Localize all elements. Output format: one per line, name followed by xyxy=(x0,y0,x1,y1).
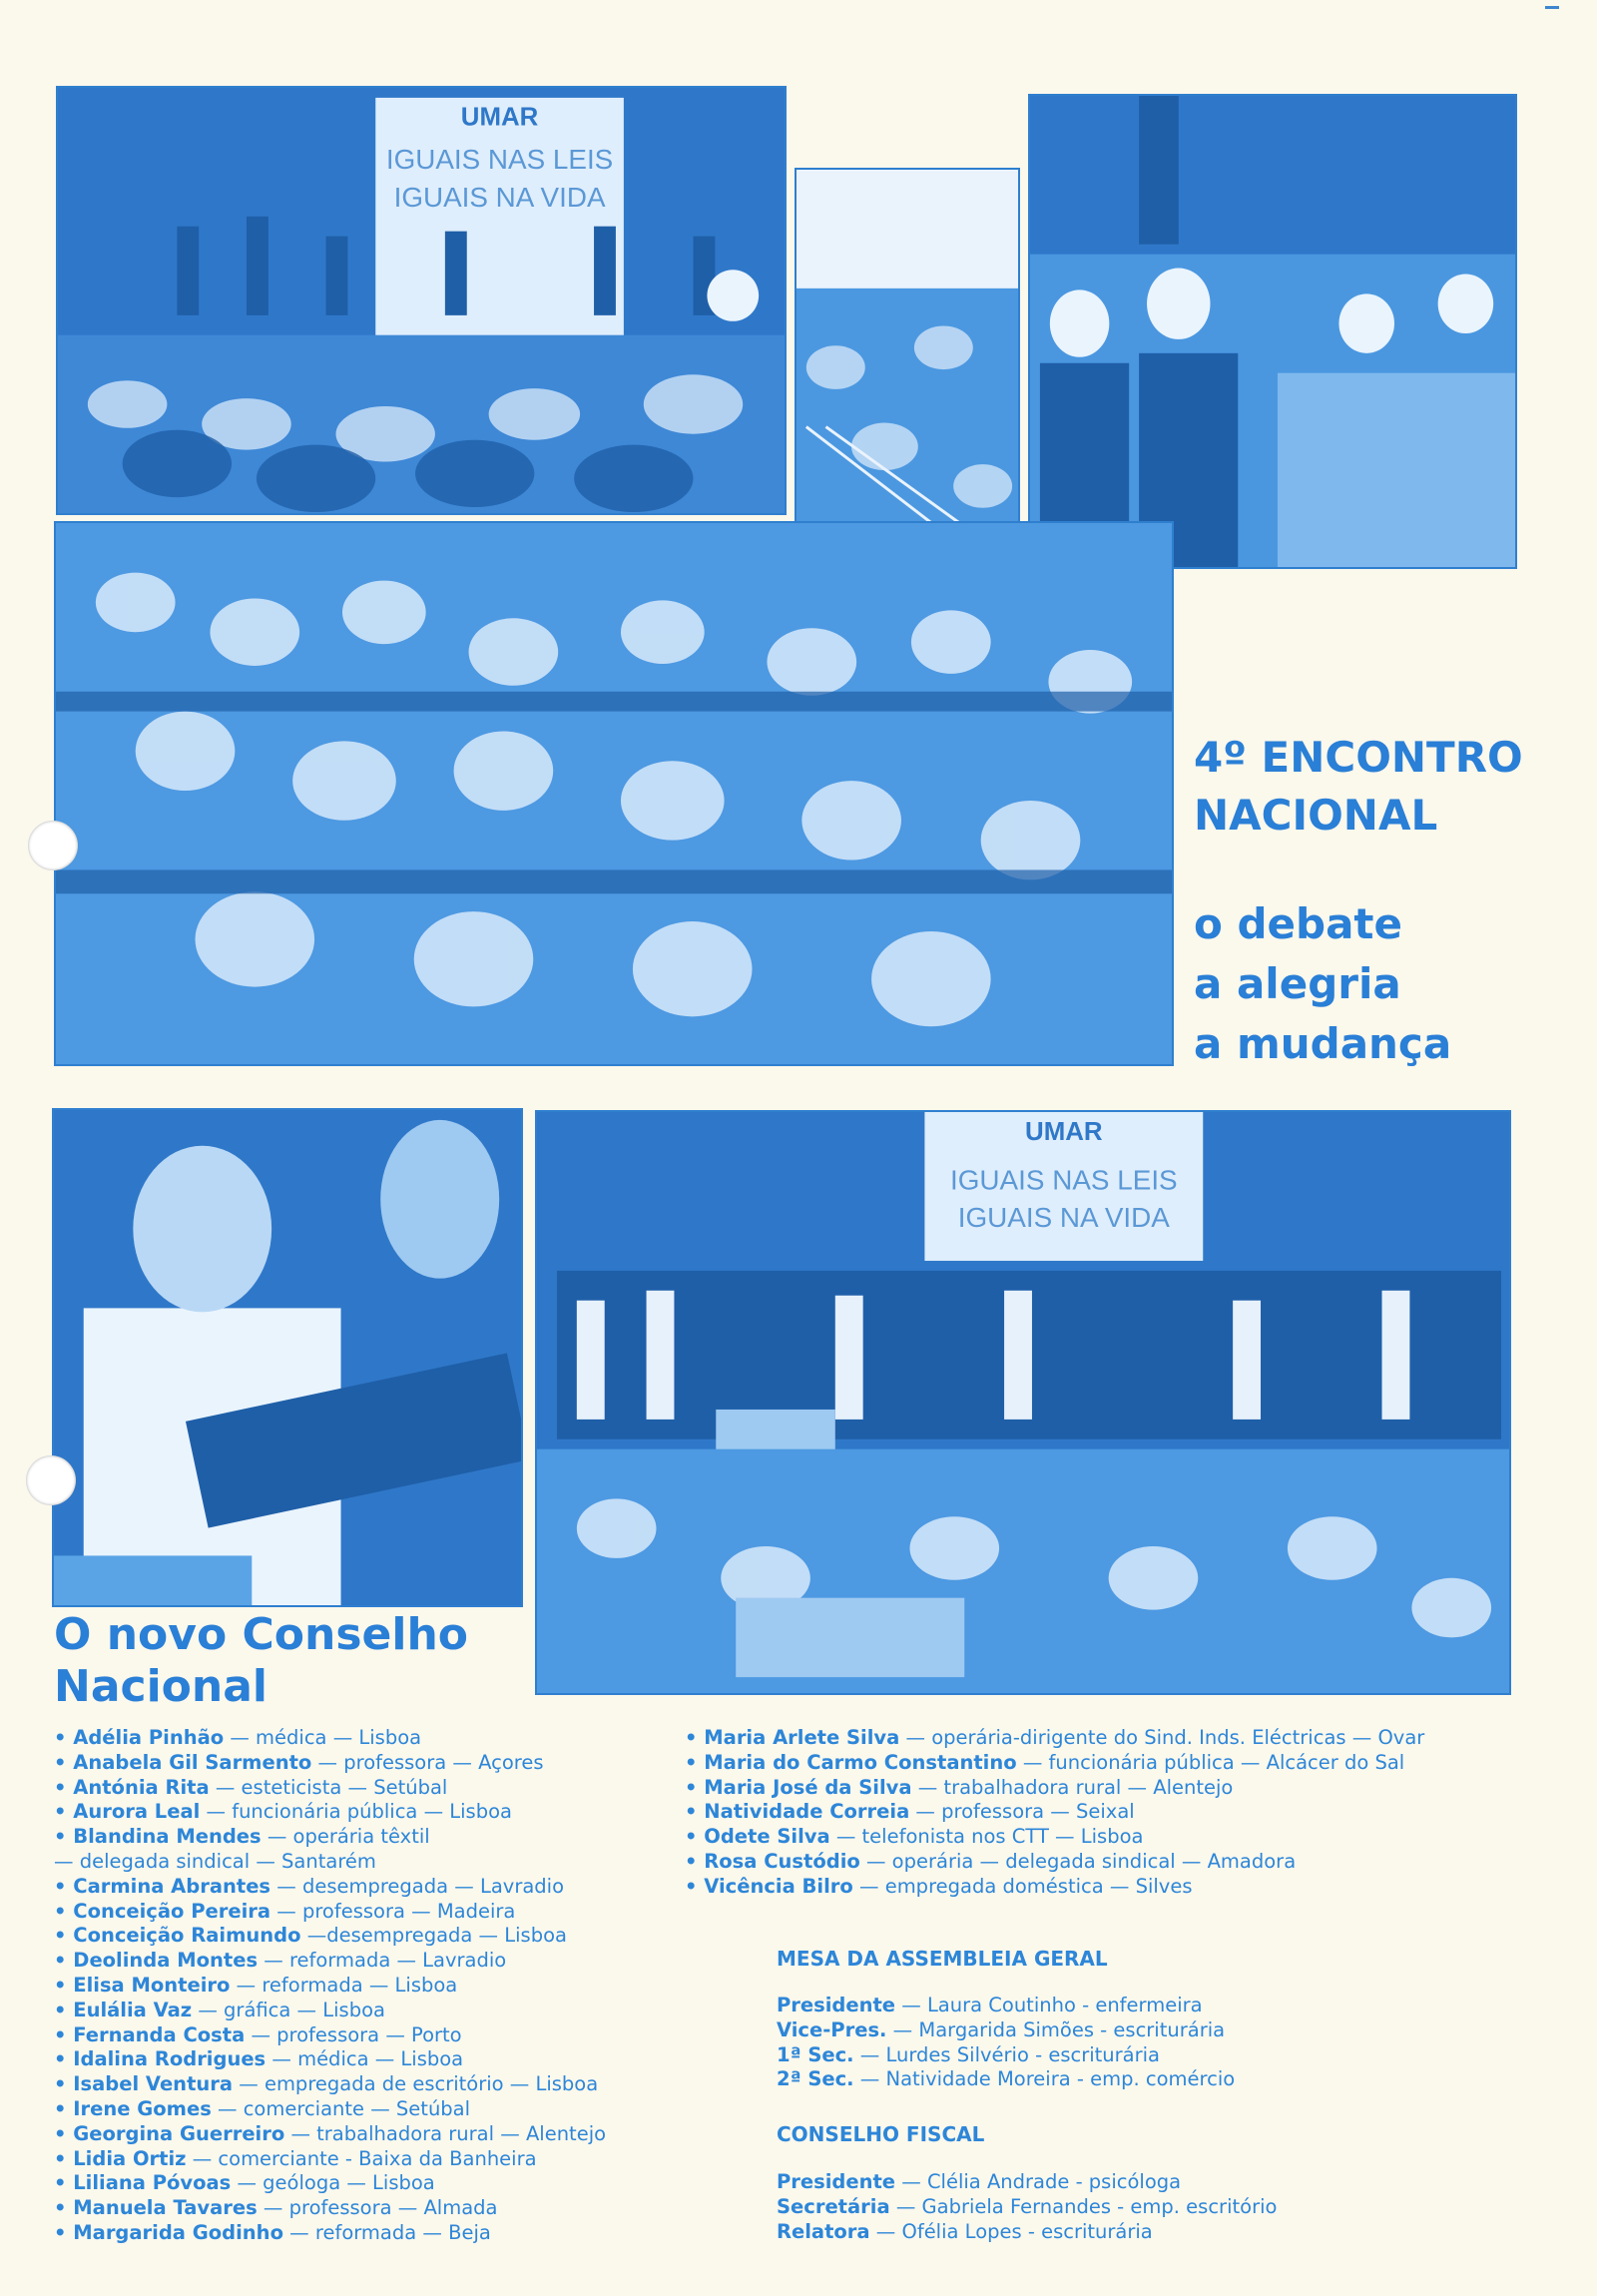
council-member-details: — trabalhadora rural — Alentejo xyxy=(284,2121,607,2145)
council-member-name: • Odete Silva xyxy=(685,1825,830,1849)
photo-council-stage xyxy=(535,1110,1511,1695)
assembly-member-row xyxy=(777,2018,1235,2043)
assembly-member-name: 2ª Sec. xyxy=(777,2067,854,2091)
council-title xyxy=(54,1609,468,1713)
title-line-2: NACIONAL xyxy=(1194,791,1438,840)
council-member-details: — operária — delegada sindical — Amadora xyxy=(859,1849,1297,1873)
fiscal-member-name: Relatora xyxy=(777,2219,870,2243)
assembly-member-details: — Margarida Simões - escriturária xyxy=(886,2017,1226,2041)
corner-mark xyxy=(1545,6,1559,9)
assembly-member-row xyxy=(777,2043,1235,2068)
council-member-name: • Margarida Godinho xyxy=(54,2220,283,2244)
council-member-row xyxy=(54,1726,606,1751)
council-member-row xyxy=(54,1974,606,1999)
council-member-details: — professora — Madeira xyxy=(270,1899,516,1923)
council-member-details: — reformada — Beja xyxy=(282,2220,491,2244)
assembly-member-name: Presidente xyxy=(777,1994,896,2016)
fiscal-member-details: — Ofélia Lopes - escriturária xyxy=(869,2219,1153,2243)
council-member-details: — empregada doméstica — Silves xyxy=(852,1874,1193,1898)
council-member-name: • Lidia Ortiz xyxy=(54,2146,187,2170)
council-member-row xyxy=(54,2097,606,2122)
council-member-name: • Conceição Raimundo xyxy=(54,1924,301,1948)
council-list-left xyxy=(54,1726,606,2246)
council-member-name: • Deolinda Montes xyxy=(54,1949,259,1973)
council-member-name: • Maria do Carmo Constantino xyxy=(685,1750,1017,1774)
council-member-name: • Maria José da Silva xyxy=(685,1775,912,1799)
council-member-name: • Maria Arlete Silva xyxy=(685,1726,900,1749)
council-member-row xyxy=(54,2221,606,2246)
council-member-details: —desempregada — Lisboa xyxy=(300,1924,567,1948)
council-member-row xyxy=(54,1875,606,1900)
council-member-details: — gráfica — Lisboa xyxy=(192,1998,385,2021)
tagline-line-2: a alegria xyxy=(1194,959,1401,1008)
council-member-row xyxy=(54,2047,606,2072)
council-member-name: • Natividade Correia xyxy=(685,1800,910,1824)
banner-line2-text-2: IGUAIS NA VIDA xyxy=(957,1202,1170,1234)
assembly-member-row xyxy=(777,2067,1235,2092)
council-title-line-1: O novo Conselho xyxy=(54,1609,469,1660)
council-member-row xyxy=(54,2122,606,2147)
council-member-row xyxy=(685,1776,1424,1801)
fiscal-member-details: — Gabriela Fernandes - emp. escritório xyxy=(889,2194,1278,2218)
banner-line1-text-2: IGUAIS NAS LEIS xyxy=(950,1164,1178,1196)
assembly-member-row xyxy=(777,1994,1235,2018)
banner-org-text: UMAR xyxy=(460,103,539,132)
council-member-details: — desempregada — Lavradio xyxy=(270,1874,565,1898)
council-member-row xyxy=(685,1726,1424,1751)
council-title-line-2: Nacional xyxy=(54,1661,268,1712)
council-member-row xyxy=(54,2147,606,2172)
council-member-name: • Rosa Custódio xyxy=(685,1849,860,1873)
council-member-row xyxy=(685,1751,1424,1776)
photo-audience xyxy=(54,521,1174,1066)
assembly-member-details: — Laura Coutinho - enfermeira xyxy=(895,1994,1203,2016)
council-member-details: — professora — Seixal xyxy=(909,1800,1135,1824)
page-title xyxy=(1194,729,1523,845)
council-member-details: — médica — Lisboa xyxy=(224,1726,422,1749)
council-member-row xyxy=(54,1999,606,2023)
assembly-title: MESA DA ASSEMBLEIA GERAL xyxy=(777,1947,1108,1971)
fiscal-list xyxy=(777,2170,1277,2244)
council-member-details: — comerciante — Setúbal xyxy=(211,2096,471,2120)
council-member-name: • Isabel Ventura xyxy=(54,2072,234,2096)
council-member-row xyxy=(54,1800,606,1825)
council-member-row xyxy=(54,1776,606,1801)
council-member-details: — operária-dirigente do Sind. Inds. Eléctricas — Ovar xyxy=(899,1726,1425,1749)
council-member-details: — reformada — Lisboa xyxy=(230,1973,458,1997)
council-member-details: — empregada de escritório — Lisboa xyxy=(233,2072,599,2096)
assembly-member-details: — Lurdes Silvério - escriturária xyxy=(853,2042,1160,2066)
fiscal-member-name: Presidente xyxy=(777,2170,896,2193)
council-member-name: • Manuela Tavares xyxy=(54,2196,258,2220)
council-member-details: — geóloga — Lisboa xyxy=(231,2171,435,2195)
assembly-member-name: 1ª Sec. xyxy=(777,2042,854,2066)
council-member-row xyxy=(54,1900,606,1925)
fiscal-member-row xyxy=(777,2220,1277,2245)
fiscal-member-details: — Clélia Andrade - psicóloga xyxy=(895,2170,1182,2193)
council-member-row xyxy=(54,2171,606,2196)
assembly-member-details: — Natividade Moreira - emp. comércio xyxy=(853,2067,1236,2091)
title-line-1: 4º ENCONTRO xyxy=(1194,733,1523,782)
council-member-name: • Fernanda Costa xyxy=(54,2022,246,2046)
council-member-row xyxy=(54,1825,606,1850)
council-member-row xyxy=(685,1825,1424,1850)
tagline-line-1: o debate xyxy=(1194,899,1402,948)
council-member-row xyxy=(54,1924,606,1949)
council-member-details: — funcionária pública — Alcácer do Sal xyxy=(1016,1750,1405,1774)
assembly-member-name: Vice-Pres. xyxy=(777,2017,887,2041)
council-member-name: • Irene Gomes xyxy=(54,2096,212,2120)
council-member-row xyxy=(54,2072,606,2097)
council-member-details: — trabalhadora rural — Alentejo xyxy=(911,1775,1234,1799)
photo-speakers-table xyxy=(1028,94,1517,569)
council-member-details: — operária têxtil xyxy=(261,1825,430,1849)
punch-hole-lower xyxy=(26,1455,76,1505)
banner-org-text-2: UMAR xyxy=(1025,1117,1103,1146)
council-member-name: • Carmina Abrantes xyxy=(54,1874,271,1898)
council-member-name: • Anabela Gil Sarmento xyxy=(54,1750,312,1774)
council-member-details: — reformada — Lavradio xyxy=(258,1949,507,1973)
fiscal-member-name: Secretária xyxy=(777,2194,890,2218)
council-member-name: • Vicência Bilro xyxy=(685,1874,853,1898)
council-member-row xyxy=(685,1875,1424,1900)
banner-line1-text: IGUAIS NAS LEIS xyxy=(385,144,614,176)
council-member-details: — comerciante - Baixa da Banheira xyxy=(186,2146,537,2170)
council-member-name: • Adélia Pinhão xyxy=(54,1726,225,1749)
punch-hole-upper xyxy=(28,821,78,870)
banner-line2-text: IGUAIS NA VIDA xyxy=(393,181,606,213)
council-member-row xyxy=(685,1800,1424,1825)
council-member-name: • Eulália Vaz xyxy=(54,1998,193,2021)
council-member-name: • Elisa Monteiro xyxy=(54,1973,231,1997)
fiscal-title: CONSELHO FISCAL xyxy=(777,2122,985,2146)
council-member-row xyxy=(54,1751,606,1776)
council-member-row xyxy=(54,2023,606,2048)
council-member-details: — professora — Almada xyxy=(257,2196,498,2220)
tagline-line-3: a mudança xyxy=(1194,1019,1452,1068)
council-member-details: — professora — Açores xyxy=(311,1750,544,1774)
council-member-details: — telefonista nos CTT — Lisboa xyxy=(829,1825,1144,1849)
council-member-name: • Antónia Rita xyxy=(54,1775,210,1799)
council-member-details: — médica — Lisboa xyxy=(266,2047,464,2071)
council-member-name: • Conceição Pereira xyxy=(54,1899,271,1923)
photo-stage-musicians xyxy=(56,86,787,515)
fiscal-member-row xyxy=(777,2170,1277,2195)
council-member-name: • Idalina Rodrigues xyxy=(54,2047,266,2071)
council-member-details: — esteticista — Setúbal xyxy=(209,1775,448,1799)
fiscal-member-row xyxy=(777,2195,1277,2220)
council-member-row xyxy=(685,1850,1424,1875)
tagline xyxy=(1194,894,1451,1074)
council-member-details: — funcionária pública — Lisboa xyxy=(200,1800,512,1824)
council-member-name: • Liliana Póvoas xyxy=(54,2171,232,2195)
council-member-name: • Blandina Mendes xyxy=(54,1825,262,1849)
council-member-name: • Georgina Guerreiro xyxy=(54,2121,285,2145)
council-member-row xyxy=(54,1850,606,1875)
council-list-right xyxy=(685,1726,1424,1900)
council-member-row xyxy=(54,2196,606,2221)
council-member-row xyxy=(54,1949,606,1974)
council-member-name: • Aurora Leal xyxy=(54,1800,201,1824)
council-member-details: — delegada sindical — Santarém xyxy=(54,1849,376,1873)
photo-woman-voting xyxy=(52,1108,523,1607)
council-member-details: — professora — Porto xyxy=(245,2022,462,2046)
assembly-list xyxy=(777,1994,1235,2092)
